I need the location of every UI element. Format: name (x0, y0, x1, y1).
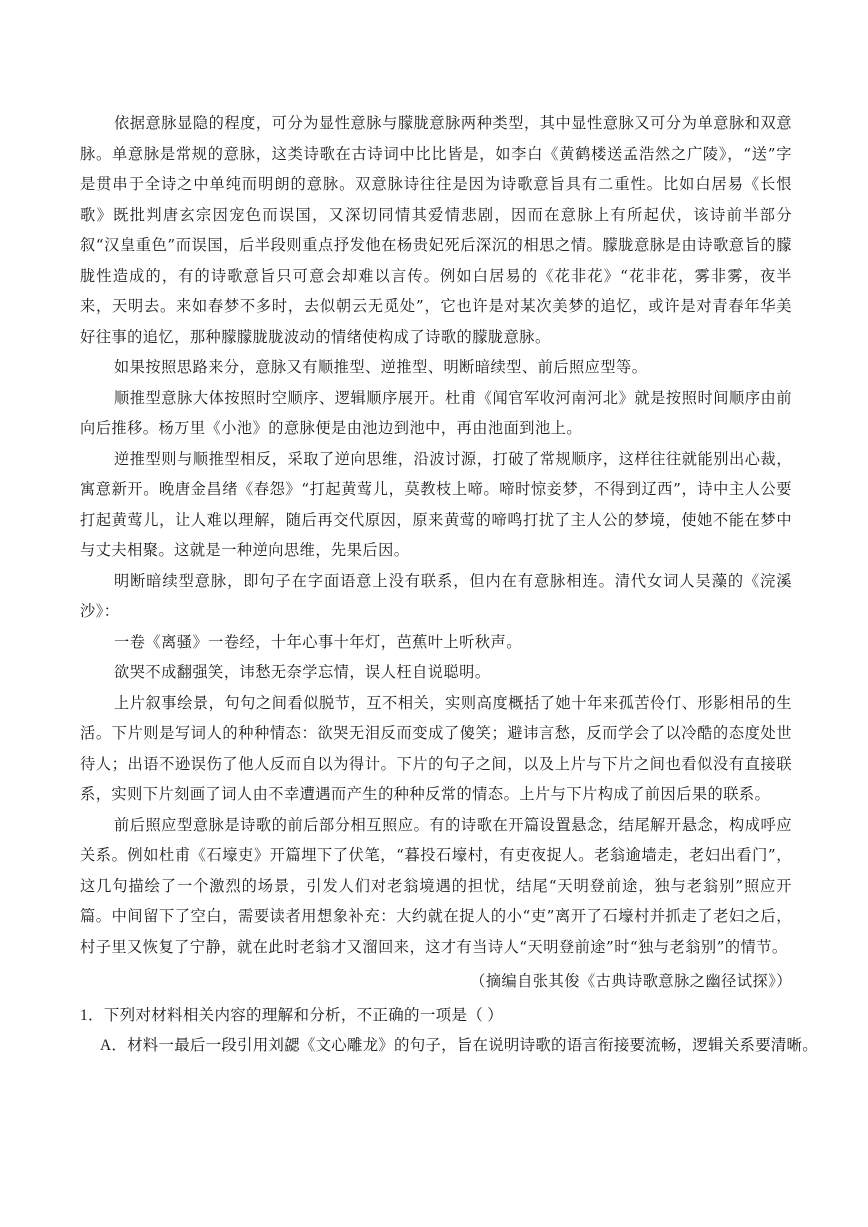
paragraph-yimai-types: 依据意脉显隐的程度，可分为显性意脉与朦胧意脉两种类型，其中显性意脉又可分为单意脉和双意脉。单意脉是常规的意脉，这类诗歌在古诗词中比比皆是，如李白《黄鹤楼送孟浩然之广陵》，“送”字是贯串于全诗之中单纯而明朗的意脉。双意脉诗往往是因为诗歌意旨具有二重性。比如白居易《长恨歌》既批判唐玄宗因宠色而误国，又深切同情其爱情悲剧，因而在意脉上有所起伏，该诗前半部分叙“汉皇重色”而误国，后半段则重点抒发他在杨贵妃死后深沉的相思之情。朦胧意脉是由诗歌意旨的朦胧性造成的，有的诗歌意旨只可意会却难以言传。例如白居易的《花非花》“花非花，雾非雾，夜半来，天明去。来如春梦不多时，去似朝云无觅处”，它也许是对某次美梦的追忆，或许是对青春年华美好往事的追忆，那种朦朦胧胧波动的情绪使构成了诗歌的朦胧意脉。 (80, 114, 792, 346)
question-stem: 1．下列对材料相关内容的理解和分析，不正确的一项是（ ） (80, 1006, 504, 1024)
paragraph-forward-type: 顺推型意脉大体按照时空顺序、逻辑顺序展开。杜甫《闻官军收河南河北》就是按照时间顺序由前向后推移。杨万里《小池》的意脉便是由池边到池中，再由池面到池上。 (80, 388, 792, 437)
passage-body (80, 108, 818, 1062)
paragraph-thinking-types: 如果按照思路来分，意脉又有顺推型、逆推型、明断暗续型、前后照应型等。 (114, 358, 648, 376)
poem-line-2: 欲哭不成翻强笑，讳愁无奈学忘情，误人枉自说聪明。 (114, 663, 491, 681)
paragraph-poem-analysis: 上片叙事绘景，句句之间看似脱节，互不相关，实则高度概括了她十年来孤苦伶仃、形影相吊的生活。下片则是写词人的种种情态：欲哭无泪反而变成了傻笑；避讳言愁，反而学会了以冷酷的态度处世待人；出语不逊误伤了他人反而自以为得计。下片的句子之间，以及上片与下片之间也看似没有直接联系，实则下片刻画了词人由不幸遭遇而产生的种种反常的情态。上片与下片构成了前因后果的联系。 (80, 693, 792, 803)
source-citation: （摘编自张其俊《古典诗歌意脉之幽径试探》） (470, 972, 792, 990)
paragraph-echo-type: 前后照应型意脉是诗歌的前后部分相互照应。有的诗歌在开篇设置悬念，结尾解开悬念，构成呼应关系。例如杜甫《石壕吏》开篇埋下了伏笔，“暮投石壕村，有吏夜捉人。老翁逾墙走，老妇出看门”，这几句描绘了一个激烈的场景，引发人们对老翁境遇的担忧，结尾“天明登前途，独与老翁别”照应开篇。中间留下了空白，需要读者用想象补充：大约就在捉人的小“吏”离开了石壕村并抓走了老妇之后，村子里又恢复了宁静，就在此时老翁才又溜回来，这才有当诗人“天明登前途”时“独与老翁别”的情节。 (80, 815, 792, 956)
poem-line-1: 一卷《离骚》一卷经，十年心事十年灯，芭蕉叶上听秋声。 (114, 632, 522, 651)
paragraph-broken-continued-type: 明断暗续型意脉，即句子在字面语意上没有联系，但内在有意脉相连。清代女词人吴藻的《浣溪沙》： (80, 571, 792, 620)
paragraph-reverse-type: 逆推型则与顺推型相反，采取了逆向思维，沿波讨源，打破了常规顺序，这样往往就能别出心裁，寓意新开。晚唐金昌绪《春怨》“打起黄莺儿，莫教枝上啼。啼时惊妾梦，不得到辽西”，诗中主人公要打起黄莺儿，让人难以理解，随后再交代原因，原来黄莺的啼鸣打扰了主人公的梦境，使她不能在梦中与丈夫相聚。这就是一种逆向思维，先果后因。 (80, 449, 792, 559)
option-a: A．材料一最后一段引用刘勰《文心雕龙》的句子，旨在说明诗歌的语言衔接要流畅，逻辑关系要清晰。 (100, 1037, 818, 1054)
